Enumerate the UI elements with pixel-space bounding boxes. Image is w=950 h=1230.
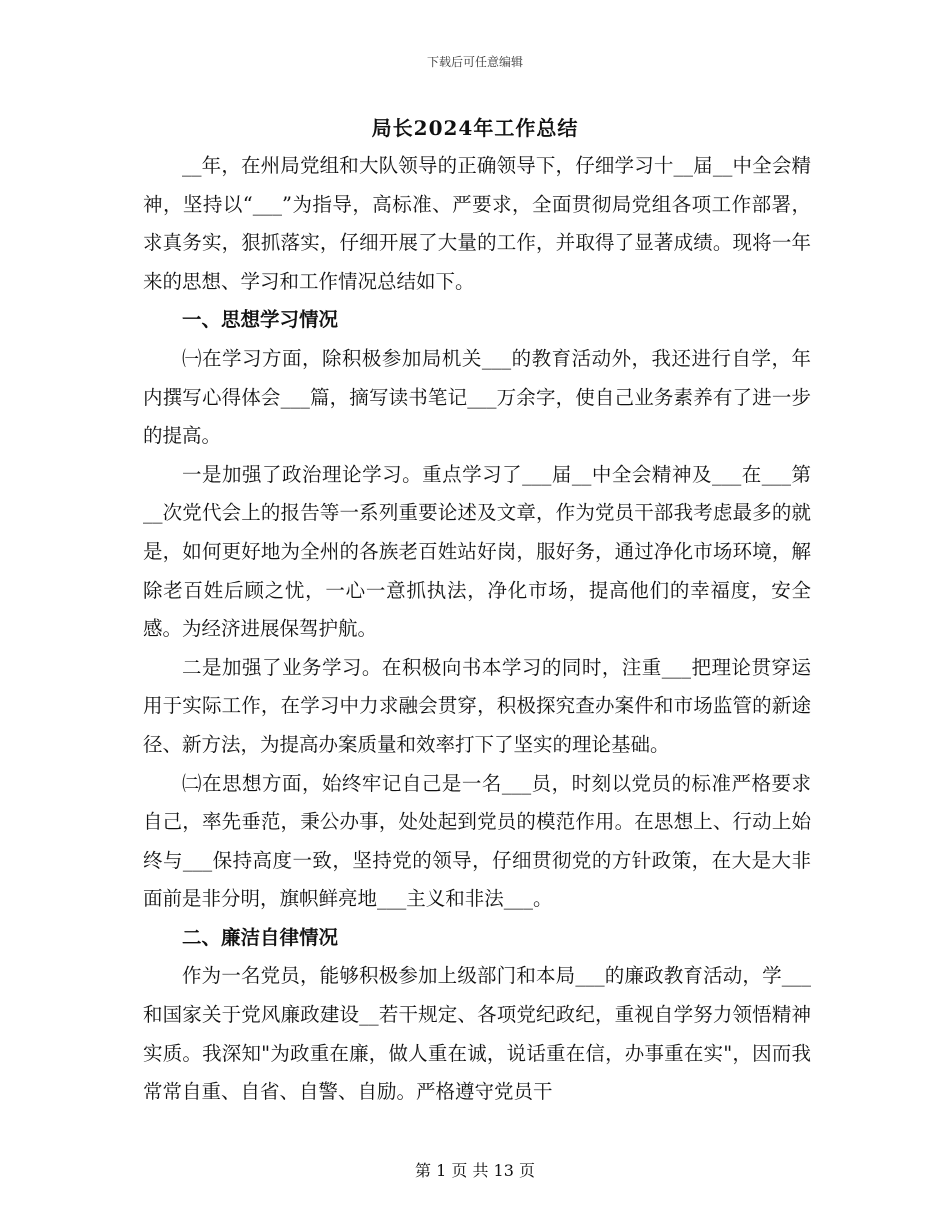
paragraph-integrity: 作为一名党员，能够积极参加上级部门和本局___的廉政教育活动，学___和国家关于党风廉政建设__若干规定、各项党纪政纪，重视自学努力领悟精神实质。我深知"为政重在廉，做人重在诚，说话重在信，办事重在实"，因而我常常自重、自省、自警、自励。严格遵守党员干 [143,964,811,1104]
paragraph-business-study: 二是加强了业务学习。在积极向书本学习的同时，注重___把理论贯穿运用于实际工作，在学习中力求融会贯穿，积极探究查办案件和市场监管的新途径、新方法，为提高办案质量和效率打下了坚实的理论基础。 [143,655,811,756]
document-body [143,147,811,1112]
page-number: 第 1 页 共 13 页 [415,1161,535,1180]
paragraph-study: ㈠在学习方面，除积极参加局机关___的教育活动外，我还进行自学，年内撰写心得体会___篇，摘写读书笔记___万余字，使自己业务素养有了进一步的提高。 [143,346,811,448]
section-heading-2: 二、廉洁自律情况 [182,925,339,949]
document-title: 局长2024年工作总结 [371,116,579,140]
section-heading-1: 一、思想学习情况 [182,308,339,332]
paragraph-intro: __年，在州局党组和大队领导的正确领导下，仔细学习十__届__中全会精神，坚持以“___”为指导，高标准、严要求，全面贯彻局党组各项工作部署，求真务实，狠抓落实，仔细开展了大量的工作，并取得了显著成绩。现将一年来的思想、学习和工作情况总结如下。 [143,154,811,293]
header-note: 下载后可任意编辑 [426,55,523,69]
paragraph-political-theory: 一是加强了政治理论学习。重点学习了___届__中全会精神及___在___第__次党代会上的报告等一系列重要论述及文章，作为党员干部我考虑最多的就是，如何更好地为全州的各族老百姓站好岗，服好务，通过净化市场环境，解除老百姓后顾之忧，一心一意抓执法，净化市场，提高他们的幸福度，安全感。为经济进展保驾护航。 [143,462,811,641]
paragraph-thought: ㈡在思想方面，始终牢记自己是一名___员，时刻以党员的标准严格要求自己，率先垂范，秉公办事，处处起到党员的模范作用。在思想上、行动上始终与___保持高度一致，坚持党的领导，仔细贯彻党的方针政策，在大是大非面前是非分明，旗帜鲜亮地___主义和非法___。 [143,771,811,911]
